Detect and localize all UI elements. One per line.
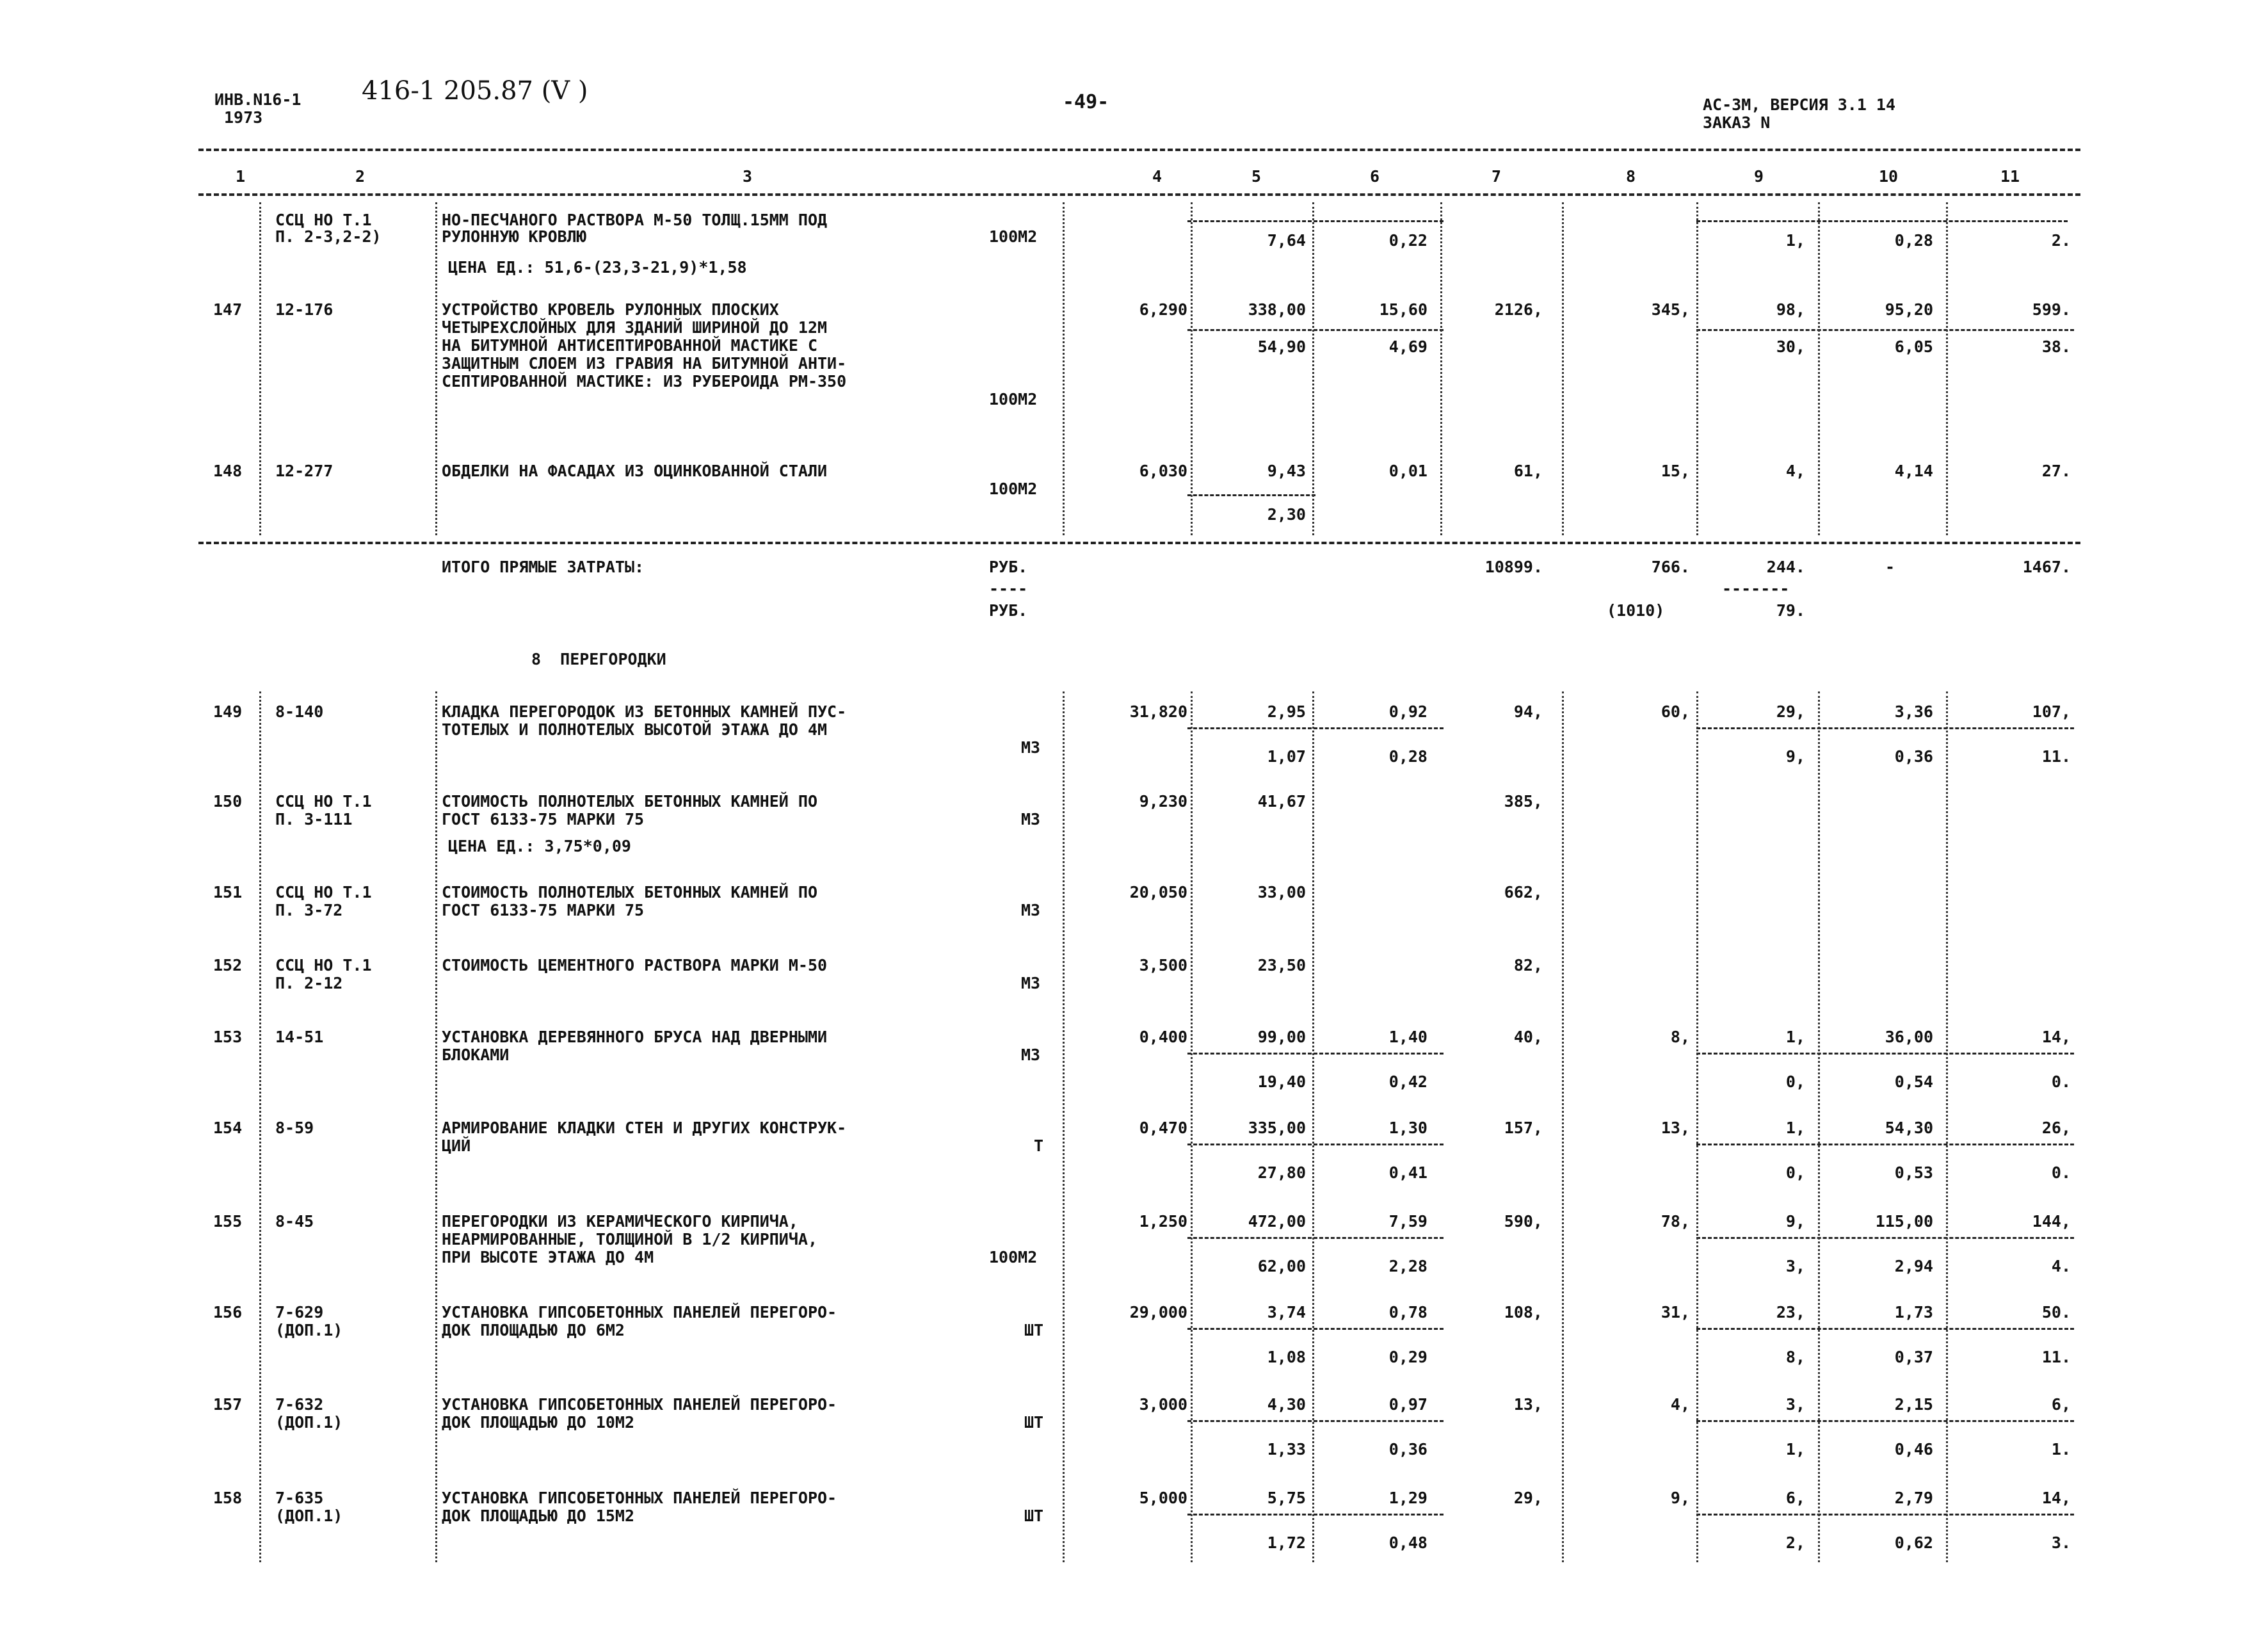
row-code: 7-635: [275, 1489, 324, 1507]
order-label: ЗАКАЗ N: [1703, 113, 1771, 132]
row-description-line: ПЕРЕГОРОДКИ ИЗ КЕРАМИЧЕСКОГО КИРПИЧА,: [442, 1212, 798, 1231]
row-description-line: СТОИМОСТЬ ПОЛНОТЕЛЫХ БЕТОННЫХ КАМНЕЙ ПО: [442, 883, 817, 901]
header-bottom-rule: [198, 193, 2080, 196]
cell-col8: 8,: [1670, 1028, 1690, 1046]
row-number: 152: [213, 956, 243, 974]
sub-rule: [1696, 220, 2068, 222]
row-number: 149: [213, 702, 243, 721]
totals-col8: 766.: [1651, 558, 1690, 576]
cell-col11-sub: 1.: [2051, 1440, 2071, 1459]
row-number: 154: [213, 1119, 243, 1137]
totals-col9: 244.: [1766, 558, 1805, 576]
row-code: 8-140: [275, 702, 324, 721]
cell-col9-sub: 3,: [1785, 1257, 1805, 1275]
row-description-line: СТОИМОСТЬ ЦЕМЕНТНОГО РАСТВОРА МАРКИ М-50: [442, 956, 828, 974]
row-code: 8-59: [275, 1119, 314, 1137]
cell-col6-sub: 0,28: [1388, 747, 1428, 766]
row-code-line2: П. 2-12: [275, 974, 343, 992]
cell-col10: 115,00: [1875, 1212, 1933, 1231]
row-code: 12-176: [275, 300, 334, 319]
cell-col7: 61,: [1513, 462, 1543, 480]
row-unit: М3: [1021, 1046, 1041, 1064]
row-number: 150: [213, 792, 243, 811]
cell-col8: 31,: [1661, 1303, 1690, 1322]
cell-col5: 335,00: [1248, 1119, 1306, 1137]
cell-col10: 0,28: [1894, 231, 1933, 250]
cell-col11-sub: 3.: [2051, 1533, 2071, 1552]
column-separator: [1696, 202, 1698, 535]
totals-rule: [198, 542, 2080, 544]
cell-col6: 15,60: [1379, 300, 1428, 319]
inventory-code: ИНВ.N16-1: [214, 90, 302, 109]
cell-col11: 50.: [2041, 1303, 2071, 1322]
column-separator: [1818, 691, 1820, 1562]
cell-col11-sub: 4.: [2051, 1257, 2071, 1275]
row-unit: М3: [1021, 974, 1041, 992]
cell-col4: 29,000: [1129, 1303, 1187, 1322]
cell-col10: 3,36: [1894, 702, 1933, 721]
sub-rule: [1187, 220, 1444, 222]
cell-col8: 9,: [1670, 1489, 1690, 1507]
sub-rule: [1187, 1328, 1444, 1330]
totals-col8-sub: (1010): [1607, 601, 1665, 620]
row-description-line: ЦИЙ: [442, 1136, 471, 1155]
cell-col11: 14,: [2041, 1489, 2071, 1507]
row-code: ССЦ НО Т.1: [275, 956, 372, 974]
row-code-line2: (ДОП.1): [275, 1321, 343, 1339]
cell-col4: 31,820: [1129, 702, 1187, 721]
cell-col5: 4,30: [1267, 1395, 1306, 1414]
row-unit: ШТ: [1024, 1413, 1044, 1432]
cell-col8: 15,: [1661, 462, 1690, 480]
cell-col11: 599.: [2032, 300, 2071, 319]
cell-col8: 78,: [1661, 1212, 1690, 1231]
totals-col9-sub: 79.: [1776, 601, 1805, 620]
cell-col9: 29,: [1776, 702, 1805, 721]
row-code: 7-629: [275, 1303, 324, 1322]
cell-col5: 33,00: [1257, 883, 1306, 901]
cell-col9-sub: 8,: [1785, 1348, 1805, 1366]
cell-col8: 345,: [1651, 300, 1690, 319]
row-description-line: УСТРОЙСТВО КРОВЕЛЬ РУЛОННЫХ ПЛОСКИХ: [442, 300, 779, 319]
row-number: 148: [213, 462, 243, 480]
cell-col11: 2.: [2051, 231, 2071, 250]
row-price-line: ЦЕНА ЕД.: 3,75*0,09: [448, 837, 631, 855]
col-header-1: 1: [236, 167, 246, 186]
row-description-line: БЛОКАМИ: [442, 1046, 510, 1064]
header-top-rule: [198, 149, 2080, 151]
row-description-line: УСТАНОВКА ГИПСОБЕТОННЫХ ПАНЕЛЕЙ ПЕРЕГОРО-: [442, 1395, 837, 1414]
cell-col10: 1,73: [1894, 1303, 1933, 1322]
cell-col10: 95,20: [1885, 300, 1933, 319]
row-description-line: ДОК ПЛОЩАДЬЮ ДО 6М2: [442, 1321, 625, 1339]
cell-col6-sub: 0,42: [1388, 1072, 1428, 1091]
cell-col11-sub: 0.: [2051, 1072, 2071, 1091]
sub-rule: [1187, 1514, 1444, 1516]
row-description-line: ГОСТ 6133-75 МАРКИ 75: [442, 810, 645, 829]
cell-col8: 13,: [1661, 1119, 1690, 1137]
row-unit: 100М2: [989, 1248, 1038, 1266]
row-number: 151: [213, 883, 243, 901]
cell-col9-sub: 0,: [1785, 1163, 1805, 1182]
row-description-line: АРМИРОВАНИЕ КЛАДКИ СТЕН И ДРУГИХ КОНСТРУК-: [442, 1119, 847, 1137]
cell-col4: 6,290: [1139, 300, 1187, 319]
cell-col4: 5,000: [1139, 1489, 1187, 1507]
cell-col9: 98,: [1776, 300, 1805, 319]
col-header-2: 2: [355, 167, 366, 186]
totals-unit-2: РУБ.: [989, 601, 1028, 620]
sub-rule: [1696, 1053, 2074, 1055]
cell-col6: 1,30: [1388, 1119, 1428, 1137]
cell-col5: 7,64: [1267, 231, 1306, 250]
cell-col9: 4,: [1785, 462, 1805, 480]
cell-col7: 590,: [1504, 1212, 1543, 1231]
row-unit: М3: [1021, 810, 1041, 829]
cell-col10-sub: 0,46: [1894, 1440, 1933, 1459]
column-separator: [259, 691, 261, 1562]
totals-col7: 10899.: [1484, 558, 1543, 576]
sub-rule: [1696, 727, 2074, 729]
cell-col9-sub: 30,: [1776, 337, 1805, 356]
cell-col7: 82,: [1513, 956, 1543, 974]
cell-col5-sub: 62,00: [1257, 1257, 1306, 1275]
row-unit: 100М2: [989, 390, 1038, 408]
cell-col7: 108,: [1504, 1303, 1543, 1322]
handwritten-note: 416-1 205.87 (V ): [362, 76, 588, 106]
cell-col4: 3,000: [1139, 1395, 1187, 1414]
cell-col9: 6,: [1785, 1489, 1805, 1507]
cell-col7: 94,: [1513, 702, 1543, 721]
col-header-3: 3: [743, 167, 753, 186]
cell-col5: 3,74: [1267, 1303, 1306, 1322]
col-header-8: 8: [1626, 167, 1636, 186]
cell-col5-sub: 1,07: [1267, 747, 1306, 766]
cell-col10-sub: 2,94: [1894, 1257, 1933, 1275]
row-code-line2: (ДОП.1): [275, 1507, 343, 1525]
column-separator: [1562, 202, 1564, 535]
row-code: ССЦ НО Т.1: [275, 792, 372, 811]
cell-col7: 2126,: [1494, 300, 1543, 319]
row-unit: ШТ: [1024, 1321, 1044, 1339]
column-separator: [1063, 202, 1065, 535]
row-number: 155: [213, 1212, 243, 1231]
cell-col11: 27.: [2041, 462, 2071, 480]
totals-separator: ----: [989, 579, 1028, 598]
column-separator: [1946, 202, 1948, 535]
cell-col4: 6,030: [1139, 462, 1187, 480]
cell-col6: 7,59: [1388, 1212, 1428, 1231]
row-code-line2: (ДОП.1): [275, 1413, 343, 1432]
cell-col10-sub: 0,54: [1894, 1072, 1933, 1091]
row-description-line: СЕПТИРОВАННОЙ МАСТИКЕ: ИЗ РУБЕРОИДА РМ-350: [442, 372, 847, 391]
row-number: 158: [213, 1489, 243, 1507]
cell-col11: 107,: [2032, 702, 2071, 721]
row-description-line: ТОТЕЛЫХ И ПОЛНОТЕЛЫХ ВЫСОТОЙ ЭТАЖА ДО 4М: [442, 720, 828, 739]
cell-col6: 0,01: [1388, 462, 1428, 480]
cell-col6: 1,40: [1388, 1028, 1428, 1046]
cell-col7: 385,: [1504, 792, 1543, 811]
cell-col11-sub: 0.: [2051, 1163, 2071, 1182]
col-header-9: 9: [1754, 167, 1764, 186]
row-code-line2: П. 3-111: [275, 810, 353, 829]
column-separator: [1312, 202, 1314, 535]
cell-col6: 0,22: [1388, 231, 1428, 250]
totals-label: ИТОГО ПРЯМЫЕ ЗАТРАТЫ:: [442, 558, 645, 576]
sub-rule: [1696, 329, 2074, 331]
year: 1973: [224, 108, 263, 127]
cell-col9-sub: 9,: [1785, 747, 1805, 766]
column-separator: [1312, 691, 1314, 1562]
cell-col5: 472,00: [1248, 1212, 1306, 1231]
cell-col9: 3,: [1785, 1395, 1805, 1414]
cell-col5-sub: 27,80: [1257, 1163, 1306, 1182]
cell-col10-sub: 0,36: [1894, 747, 1933, 766]
row-unit: М3: [1021, 901, 1041, 919]
cell-col8: 4,: [1670, 1395, 1690, 1414]
row-code-line2: П. 2-3,2-2): [275, 227, 382, 246]
totals-col10: -: [1885, 558, 1895, 576]
cell-col4: 0,470: [1139, 1119, 1187, 1137]
cell-col5-sub: 54,90: [1257, 337, 1306, 356]
cell-col8: 60,: [1661, 702, 1690, 721]
page-number: -49-: [1063, 91, 1109, 113]
cell-col11-sub: 38.: [2041, 337, 2071, 356]
row-code: 12-277: [275, 462, 334, 480]
cell-col6-sub: 0,41: [1388, 1163, 1428, 1182]
sub-rule: [1187, 1420, 1444, 1422]
row-description-line: ДОК ПЛОЩАДЬЮ ДО 15М2: [442, 1507, 635, 1525]
cell-col10: 54,30: [1885, 1119, 1933, 1137]
cell-col4: 20,050: [1129, 883, 1187, 901]
row-description-line: УСТАНОВКА ДЕРЕВЯННОГО БРУСА НАД ДВЕРНЫМИ: [442, 1028, 828, 1046]
col-header-4: 4: [1152, 167, 1162, 186]
row-number: 157: [213, 1395, 243, 1414]
row-description-line: УСТАНОВКА ГИПСОБЕТОННЫХ ПАНЕЛЕЙ ПЕРЕГОРО-: [442, 1489, 837, 1507]
cell-col9-sub: 0,: [1785, 1072, 1805, 1091]
cell-col5-sub: 1,72: [1267, 1533, 1306, 1552]
col-header-10: 10: [1879, 167, 1899, 186]
row-description: НО-ПЕСЧАНОГО РАСТВОРА М-50 ТОЛЩ.15ММ ПОД: [442, 211, 828, 229]
cell-col10-sub: 0,37: [1894, 1348, 1933, 1366]
column-separator: [1818, 202, 1820, 535]
sub-rule: [1696, 1144, 2074, 1145]
cell-col6-sub: 0,29: [1388, 1348, 1428, 1366]
cell-col10: 4,14: [1894, 462, 1933, 480]
row-number: 147: [213, 300, 243, 319]
row-code: ССЦ НО Т.1: [275, 883, 372, 901]
cell-col5: 99,00: [1257, 1028, 1306, 1046]
cell-col6-sub: 0,36: [1388, 1440, 1428, 1459]
cell-col7: 29,: [1513, 1489, 1543, 1507]
row-description-line: ЗАЩИТНЫМ СЛОЕМ ИЗ ГРАВИЯ НА БИТУМНОЙ АНТИ-: [442, 354, 847, 373]
sub-rule: [1696, 1328, 2074, 1330]
version-label: АС-3М, ВЕРСИЯ 3.1 14: [1703, 95, 1896, 114]
cell-col9: 9,: [1785, 1212, 1805, 1231]
cell-col9-sub: 1,: [1785, 1440, 1805, 1459]
cell-col6: 0,97: [1388, 1395, 1428, 1414]
cell-col11: 26,: [2041, 1119, 2071, 1137]
cell-col6-sub: 0,48: [1388, 1533, 1428, 1552]
cell-col10: 2,15: [1894, 1395, 1933, 1414]
cell-col11: 144,: [2032, 1212, 2071, 1231]
column-separator: [259, 202, 261, 535]
cell-col6: 0,92: [1388, 702, 1428, 721]
row-description-line: НА БИТУМНОЙ АНТИСЕПТИРОВАННОЙ МАСТИКЕ С: [442, 336, 817, 355]
row-description-line: ГОСТ 6133-75 МАРКИ 75: [442, 901, 645, 919]
row-price-line: ЦЕНА ЕД.: 51,6-(23,3-21,9)*1,58: [448, 258, 747, 277]
column-separator: [1562, 691, 1564, 1562]
cell-col10-sub: 6,05: [1894, 337, 1933, 356]
row-description-line: СТОИМОСТЬ ПОЛНОТЕЛЫХ БЕТОННЫХ КАМНЕЙ ПО: [442, 792, 817, 811]
column-separator: [1696, 691, 1698, 1562]
column-separator: [1063, 691, 1065, 1562]
cell-col6: 1,29: [1388, 1489, 1428, 1507]
section-title: 8 ПЕРЕГОРОДКИ: [531, 650, 666, 668]
cell-col4: 0,400: [1139, 1028, 1187, 1046]
sub-rule: [1696, 1237, 2074, 1239]
cell-col10-sub: 0,53: [1894, 1163, 1933, 1182]
column-separator: [1191, 202, 1193, 535]
cell-col11-sub: 11.: [2041, 1348, 2071, 1366]
cell-col5: 2,95: [1267, 702, 1306, 721]
sub-rule: [1187, 329, 1444, 331]
cell-col5-sub: 1,33: [1267, 1440, 1306, 1459]
row-unit: 100М2: [989, 480, 1038, 498]
cell-col5: 338,00: [1248, 300, 1306, 319]
sub-rule: [1696, 1514, 2074, 1516]
cell-col9: 1,: [1785, 231, 1805, 250]
row-number: 153: [213, 1028, 243, 1046]
row-description-line: ДОК ПЛОЩАДЬЮ ДО 10М2: [442, 1413, 635, 1432]
column-separator: [1946, 691, 1948, 1562]
cell-col6-sub: 2,28: [1388, 1257, 1428, 1275]
cell-col5-sub: 1,08: [1267, 1348, 1306, 1366]
cell-col11-sub: 11.: [2041, 747, 2071, 766]
totals-col9-separator: -------: [1722, 579, 1790, 598]
cell-col5-sub: 2,30: [1267, 505, 1306, 524]
cell-col11: 6,: [2051, 1395, 2071, 1414]
row-code: 8-45: [275, 1212, 314, 1231]
totals-col11: 1467.: [2022, 558, 2071, 576]
cell-col9: 1,: [1785, 1119, 1805, 1137]
row-code-line2: П. 3-72: [275, 901, 343, 919]
sub-rule: [1187, 1237, 1444, 1239]
row-description-line: КЛАДКА ПЕРЕГОРОДОК ИЗ БЕТОННЫХ КАМНЕЙ ПУС-: [442, 702, 847, 721]
col-header-11: 11: [2000, 167, 2020, 186]
cell-col5: 9,43: [1267, 462, 1306, 480]
cell-col10-sub: 0,62: [1894, 1533, 1933, 1552]
row-description-line: ПРИ ВЫСОТЕ ЭТАЖА ДО 4М: [442, 1248, 654, 1266]
sub-rule: [1187, 727, 1444, 729]
cell-col5: 23,50: [1257, 956, 1306, 974]
row-unit: ШТ: [1024, 1507, 1044, 1525]
sub-rule: [1187, 494, 1315, 496]
cell-col9: 23,: [1776, 1303, 1805, 1322]
row-description-line: УСТАНОВКА ГИПСОБЕТОННЫХ ПАНЕЛЕЙ ПЕРЕГОРО-: [442, 1303, 837, 1322]
row-code: 14-51: [275, 1028, 324, 1046]
row-description-line2: РУЛОННУЮ КРОВЛЮ: [442, 227, 586, 246]
row-unit: 100М2: [989, 227, 1038, 246]
sub-rule: [1187, 1053, 1444, 1055]
cell-col7: 13,: [1513, 1395, 1543, 1414]
cell-col9-sub: 2,: [1785, 1533, 1805, 1552]
row-number: 156: [213, 1303, 243, 1322]
column-separator: [435, 202, 437, 535]
cell-col5: 5,75: [1267, 1489, 1306, 1507]
cell-col5: 41,67: [1257, 792, 1306, 811]
cell-col4: 1,250: [1139, 1212, 1187, 1231]
column-separator: [1191, 691, 1193, 1562]
col-header-5: 5: [1251, 167, 1262, 186]
cell-col11: 14,: [2041, 1028, 2071, 1046]
cell-col7: 662,: [1504, 883, 1543, 901]
cell-col4: 3,500: [1139, 956, 1187, 974]
cell-col6-sub: 4,69: [1388, 337, 1428, 356]
cell-col4: 9,230: [1139, 792, 1187, 811]
cell-col9: 1,: [1785, 1028, 1805, 1046]
cell-col7: 157,: [1504, 1119, 1543, 1137]
column-separator: [435, 691, 437, 1562]
row-unit: М3: [1021, 738, 1041, 757]
sub-rule: [1187, 1144, 1444, 1145]
cell-col6: 0,78: [1388, 1303, 1428, 1322]
cell-col10: 2,79: [1894, 1489, 1933, 1507]
col-header-7: 7: [1492, 167, 1502, 186]
cell-col7: 40,: [1513, 1028, 1543, 1046]
cell-col10: 36,00: [1885, 1028, 1933, 1046]
row-description-line: НЕАРМИРОВАННЫЕ, ТОЛЩИНОЙ В 1/2 КИРПИЧА,: [442, 1230, 817, 1249]
row-unit: Т: [1034, 1136, 1044, 1155]
cell-col5-sub: 19,40: [1257, 1072, 1306, 1091]
row-code: 7-632: [275, 1395, 324, 1414]
row-code: ССЦ НО Т.1: [275, 211, 372, 229]
sub-rule: [1696, 1420, 2074, 1422]
totals-unit: РУБ.: [989, 558, 1028, 576]
row-description-line: ЧЕТЫРЕХСЛОЙНЫХ ДЛЯ ЗДАНИЙ ШИРИНОЙ ДО 12М: [442, 318, 828, 337]
row-description-line: ОБДЕЛКИ НА ФАСАДАХ ИЗ ОЦИНКОВАННОЙ СТАЛИ: [442, 462, 828, 480]
column-separator: [1440, 202, 1442, 535]
col-header-6: 6: [1370, 167, 1380, 186]
